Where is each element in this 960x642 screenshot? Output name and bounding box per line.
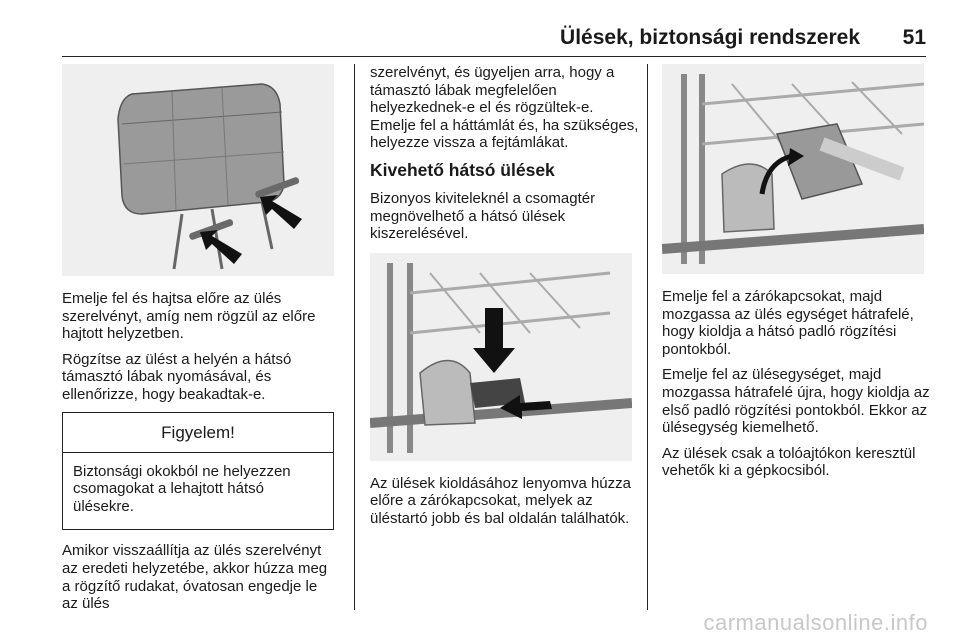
column-right	[662, 64, 934, 488]
section-heading: Kivehető hátsó ülések	[370, 159, 555, 180]
seat-release-illustration	[370, 253, 632, 461]
seat-lift-illustration	[662, 64, 924, 274]
seat-fold-illustration	[62, 64, 334, 276]
page-header	[62, 22, 926, 57]
paragraph: szerelvényt, és ügyeljen arra, hogy a támasztó lábak megfelelően helyezkednek-e el és rögzültek-e. Emelje fel a háttámlát és, ha szükséges, helyezze vissza a fejtámlákat.	[370, 64, 639, 152]
paragraph: Emelje fel a zárókapcsokat, majd mozgassa az ülés egységet hátrafelé, hogy kioldja a hátsó padló rögzítési pontokból.	[662, 288, 914, 358]
warning-title: Figyelem!	[63, 413, 333, 453]
column-divider	[354, 64, 355, 610]
paragraph: Rögzítse az ülést a helyén a hátsó támasztó lábak nyomásával, és ellenőrizze, hogy beakadtak-e.	[62, 350, 292, 403]
section-title: Ülések, biztonsági rendszerek	[560, 26, 860, 49]
paragraph: Az ülések csak a tolóajtókon keresztül vehetők ki a gépkocsiból.	[662, 444, 916, 480]
page-number: 51	[902, 26, 926, 49]
column-divider	[647, 64, 648, 610]
paragraph: Bizonyos kiviteleknél a csomagtér megnövelhető a hátsó ülések kiszerelésével.	[370, 189, 596, 243]
paragraph: Az ülések kioldásához lenyomva húzza előre a zárókapcsokat, melyek az üléstartó jobb és bal oldalán találhatók.	[370, 474, 631, 527]
paragraph: Emelje fel az ülésegységet, majd mozgassa hátrafelé újra, hogy kioldja az első padló rögzítési pontokból. Ekkor az ülésegység kiemelhető.	[662, 366, 930, 437]
warning-box	[62, 412, 334, 531]
paragraph: Amikor visszaállítja az ülés szerelvényt az eredeti helyzetébe, akkor húzza meg a rögzítő rudakat, óvatosan engedje le az ülés	[62, 542, 328, 613]
watermark: carmanualsonline.info	[703, 610, 928, 635]
column-left	[62, 64, 334, 621]
column-middle	[370, 64, 642, 536]
paragraph: Emelje fel és hajtsa előre az ülés szerelvényt, amíg nem rögzül az előre hajtott helyzetben.	[62, 290, 316, 343]
warning-text: Biztonsági okokból ne helyezzen csomagokat a lehajtott hátsó ülésekre.	[73, 462, 291, 515]
